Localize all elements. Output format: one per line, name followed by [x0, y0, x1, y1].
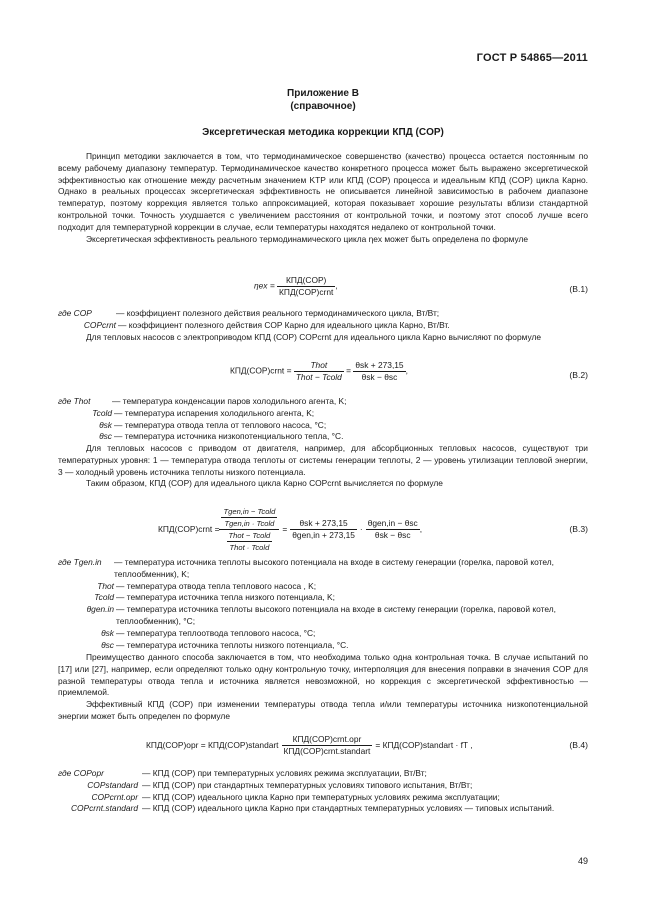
def-term: где Thot — [58, 396, 91, 406]
eq3-b-numerator: Thot − Tcold — [228, 530, 271, 540]
eq3-d-numerator: θgen,in − θsc — [367, 517, 418, 528]
def-text: — температура источника теплоты низкого потенциала, °С. — [116, 639, 349, 650]
def-text: — коэффициент полезного действия реального термодинамического цикла, Вт/Вт; — [116, 308, 440, 318]
def-text: — КПД (COP) идеального цикла Карно при стандартных температурных условиях — типовых испытаний. — [142, 803, 555, 814]
eq3-dot: · — [359, 523, 363, 534]
definition-row — [58, 408, 588, 420]
definition-row — [58, 396, 588, 408]
eq3-equals: = — [282, 523, 288, 534]
def-text: — коэффициент полезного действия COP Карно для идеального цикла Карно, Вт/Вт. — [118, 319, 450, 330]
eq3-a-numerator: Tgen,in − Tcold — [223, 506, 276, 516]
definition-row — [58, 780, 588, 792]
definition-row — [58, 640, 588, 652]
eq3-fraction-b — [227, 530, 273, 553]
def-term: θsk — [99, 419, 112, 430]
eq1-fraction — [277, 275, 335, 298]
def-term: θsk — [101, 627, 114, 638]
def-term: Thot — [97, 580, 114, 591]
definition-row — [58, 628, 588, 640]
definition-row — [58, 604, 588, 628]
definition-row — [58, 792, 588, 804]
eq2-numerator-2: θsk + 273,15 — [355, 360, 404, 370]
eq2-fraction-1 — [294, 360, 344, 383]
eq4-denominator: КПД(COP)crnt.standart — [283, 745, 371, 756]
definitions-b2 — [58, 396, 588, 443]
paragraph-effective-cop: Эффективный КПД (COP) при изменении температуры отвода тепла и/или температуры источника низкопотенциальной энергии может быть определен по формуле — [58, 699, 588, 721]
paragraph-electric-hp: Для тепловых насосов с электроприводом КПД (COP) COPcrnt для идеального цикла Карно вычисляют по формуле — [86, 332, 542, 342]
def-text: — температура испарения холодильного агента, K; — [114, 407, 315, 418]
def-term: COPcrnt.opr — [91, 791, 138, 802]
eq1-number: (В.1) — [569, 284, 588, 294]
def-term: Tcold — [92, 407, 112, 418]
eq3-lower — [219, 530, 279, 553]
eq3-compound-fraction — [219, 506, 279, 553]
definition-row — [58, 557, 588, 581]
eq2-denominator-2: θsk − θsc — [361, 372, 398, 382]
def-term: θsc — [99, 431, 112, 442]
equation-b4 — [58, 730, 588, 760]
eq3-a-denominator: Tgen,in · Tcold — [224, 518, 275, 528]
def-text: — КПД (COP) при стандартных температурных условиях типового испытания, Вт/Вт; — [142, 779, 473, 790]
paragraph-principle: Принцип методики заключается в том, что термодинамическое совершенство (качество) процесса остается постоянным по всему рабочему диапазону температур. Термодинамическое качество конкретного процесса может быть выражено эксергетической эффективностью как отношение между расчетным значением KТР или КПД (COP) процесса и идеальным КПД (COP) цикла Карно. Однако в реальных процессах эксергетическая эффективность не описывается линейной зависимостью в рабочем диапазоне температур, поэтому коррекция является только аппроксимацией, которая показывает хорошие результаты вблизи стандартной контрольной точки. Точность ухудшается с увеличением расстояния от контрольной точки, и поэтому этот способ лучше всего подходит для температурной коррекции в случае, если температуры находятся недалеко от контрольной точки. — [58, 151, 588, 232]
appendix-note: (справочное) — [290, 101, 356, 112]
eq4-number: (В.4) — [569, 740, 588, 750]
def-term: где COP — [58, 308, 92, 318]
text-advantage — [58, 652, 588, 723]
definitions-b3 — [58, 557, 588, 651]
def-term: θsc — [101, 639, 114, 650]
definition-row — [58, 431, 588, 443]
appendix-heading — [0, 87, 646, 113]
definition-row — [58, 420, 588, 432]
eq3-fraction-d — [366, 518, 420, 541]
def-term: Tcold — [94, 592, 114, 603]
def-text: — температура отвода тепла от теплового насоса, °С; — [114, 419, 327, 430]
paragraph-engine-hp: Для тепловых насосов с приводом от двигателя, например, для абсорбционных тепловых насосов, существуют три температурных уровня: 1 — температура отвода теплоты от системы генерации теплоты, 2 — уровень утилизации тепловой энергии, 3 — холодный уровень источника теплоты низкого потенциала. — [58, 443, 588, 477]
definition-row — [58, 803, 588, 815]
standard-header: ГОСТ Р 54865—2011 — [476, 52, 588, 64]
eq3-c-denominator: θgen,in + 273,15 — [292, 529, 355, 540]
eq3-lhs: КПД(COP)crnt = — [158, 523, 220, 534]
section-title: Эксергетическая методика коррекции КПД (COP) — [202, 127, 444, 138]
paragraph-carnot: Таким образом, КПД (COP) для идеального цикла Карно COPcrnt вычисляется по формуле — [86, 478, 443, 489]
eq2-numerator-1: Thot — [294, 360, 344, 372]
eq3-b-denominator: Thot · Tcold — [229, 542, 270, 552]
eq1-lhs: ηex = — [254, 280, 275, 291]
def-text: — температура отвода тепла теплового насоса , K; — [116, 580, 317, 591]
paragraph-exergy-def: Эксергетическая эффективность реального термодинамического цикла ηex может быть определена по формуле — [86, 233, 529, 244]
page-number: 49 — [577, 856, 588, 866]
eq3-d-denominator: θsk − θsc — [374, 529, 411, 540]
eq4-fraction — [282, 734, 373, 757]
eq3-upper — [219, 506, 279, 530]
eq2-lhs: КПД(COP)crnt = — [230, 365, 292, 376]
eq3-fraction-a — [221, 506, 277, 529]
intro-text — [58, 151, 588, 245]
eq2-equals: = — [346, 365, 352, 376]
eq3-fraction-c — [290, 518, 357, 541]
text-engine-hp — [58, 443, 588, 490]
def-term: где COPopr — [58, 768, 104, 778]
definition-row — [58, 320, 588, 332]
def-text: — КПД (COP) идеального цикла Карно при температурных условиях режима эксплуатации; — [142, 791, 500, 802]
eq4-numerator: КПД(COP)crnt.opr — [282, 734, 373, 746]
eq2-number: (В.2) — [569, 370, 588, 380]
eq3-number: (В.3) — [569, 524, 588, 534]
eq3-c-numerator: θsk + 273,15 — [290, 518, 357, 530]
equation-b2: КПД(COP)crnt = $\frac{\text{Thot}}{\text{Thot − Tcold}}$ = $\frac{\text{θsk + 273,15}}{\text{θsk − θsc}}$ , (В.2) — [230, 360, 588, 382]
eq4-lhs: КПД(COP)opr = КПД(COP)standart — [146, 739, 279, 750]
equation-b3: КПД(COP)crnt = $\frac{\frac{\text{Tgen,in − Tcold}}{\text{Tgen,in · Tcold}}}{\frac{\text{Thot − Tcold}}{\text{Thot · Tcold}}}$ = $\frac{\text{θsk + 273,15}}{\text{θgen,in + 273,15}}$ · $\frac{\text{θgen,in − θsc}}{\text{θsk − θsc}}$ , (В.3) — [158, 506, 588, 552]
def-text: — температура источника теплоты высокого потенциала на входе в систему генерации (горелка, паровой котел, теплообменник), K; — [114, 557, 554, 579]
paragraph-advantage: Преимущество данного способа заключается в том, что необходима только одна контрольная точка. В случае испытаний по [17] или [27], например, если определяют только одну контрольную точку, интерполяция для внесения поправки в значения COP для разной температуры отвода тепла и источника является невозможной, но коррекция с эксергетической эффективностью — приемлемой. — [58, 652, 588, 698]
definition-row — [58, 581, 588, 593]
def-term: θgen.in — [86, 604, 114, 615]
def-term: COPcrnt.standard — [70, 803, 138, 814]
appendix-title: Приложение В — [287, 88, 359, 99]
def-text: — температура источника тепла низкого потенциала, K; — [116, 592, 335, 603]
definitions-b4 — [58, 768, 588, 815]
definition-row — [58, 592, 588, 604]
def-text: — температура теплоотвода теплового насоса, °С; — [116, 627, 316, 638]
eq4-rhs: = КПД(COP)standart · fT , — [375, 739, 473, 750]
def-text: — температура источника низкопотенциального тепла, °С. — [114, 431, 344, 442]
def-text: — КПД (COP) при температурных условиях режима эксплуатации, Вт/Вт; — [142, 768, 427, 778]
eq2-fraction-2 — [353, 360, 405, 383]
equation-b1: ηex = $\frac{\text{КПД(COP)}}{\text{КПД(COP)crnt}}$ , (В.1) — [254, 275, 588, 297]
definitions-b1 — [58, 308, 588, 332]
text-electric-hp — [58, 332, 588, 344]
def-term: COPstandard — [87, 779, 138, 790]
def-text: — температура источника теплоты высокого потенциала на входе в систему генерации (горелка, паровой котел, теплообменник), °С; — [116, 604, 556, 626]
eq1-numerator: КПД(COP) — [277, 275, 335, 287]
def-text: — температура конденсации паров холодильного агента, K; — [112, 396, 347, 406]
eq2-denominator-1: Thot − Tcold — [295, 372, 342, 382]
eq1-denominator: КПД(COP)crnt — [279, 287, 334, 297]
definition-row — [58, 768, 588, 780]
definition-row — [58, 308, 588, 320]
def-term: где Tgen.in — [58, 557, 102, 567]
def-term: COPcrnt — [83, 319, 116, 330]
